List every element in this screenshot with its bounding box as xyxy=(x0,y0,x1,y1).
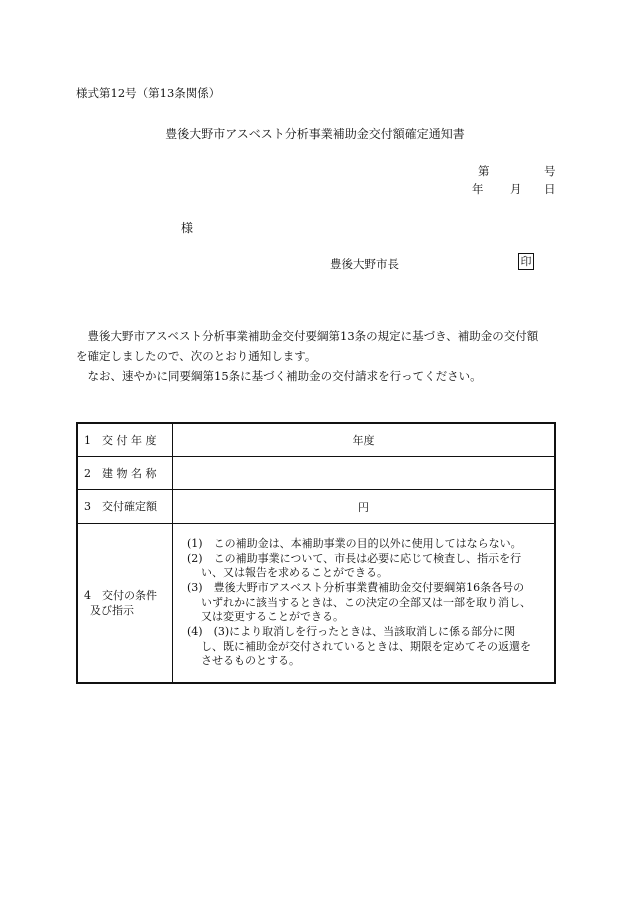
condition-4-line-2: し、既に補助金が交付されているときは、期限を定めてその返還を xyxy=(201,639,531,653)
condition-4-line-1: (4) (3)により取消しを行ったときは、当該取消しに係る部分に関 xyxy=(187,625,516,639)
row-label-building-name: 2 建 物 名 称 xyxy=(77,457,173,490)
date-day: 日 xyxy=(544,182,556,196)
table-row xyxy=(77,457,555,490)
condition-1-line-1: (1) この補助金は、本補助事業の目的以外に使用してはならない。 xyxy=(187,536,522,550)
condition-3-line-1: (3) 豊後大野市アスベスト分析事業費補助金交付要綱第16条各号の xyxy=(187,580,525,594)
condition-4-line-3: させるものとする。 xyxy=(201,654,300,668)
body-paragraph-2: なお、速やかに同要綱第15条に基づく補助金の交付請求を行ってください。 xyxy=(87,369,482,383)
condition-2-line-1: (2) この補助事業について、市長は必要に応じて検査し、指示を行 xyxy=(187,551,522,565)
row-value-building-name xyxy=(173,457,556,490)
notice-body xyxy=(76,326,562,386)
date-month: 月 xyxy=(510,182,522,196)
table-row xyxy=(77,524,555,684)
condition-item xyxy=(187,581,546,625)
conditions-list xyxy=(173,533,554,673)
condition-item xyxy=(187,537,546,552)
table-row xyxy=(77,423,555,457)
condition-3-line-2: いずれかに該当するときは、この決定の全部又は一部を取り消し、 xyxy=(201,595,531,609)
form-number: 様式第12号（第13条関係） xyxy=(76,86,221,100)
condition-item xyxy=(187,552,546,581)
row-value-fiscal-year: 年度 xyxy=(173,423,556,457)
row-label-confirmed-amount: 3 交付確定額 xyxy=(77,490,173,524)
document-title: 豊後大野市アスベスト分析事業補助金交付額確定通知書 xyxy=(165,127,465,141)
issuer-name: 豊後大野市長 xyxy=(330,257,399,271)
conditions-label-line-1: 4 交付の条件 xyxy=(84,589,157,602)
number-suffix: 号 xyxy=(544,164,556,178)
row-label-conditions xyxy=(77,524,173,684)
conditions-label-line-2: 及び指示 xyxy=(90,604,134,617)
date-year: 年 xyxy=(472,182,484,196)
condition-3-line-3: 又は変更することができる。 xyxy=(201,610,344,624)
row-label-fiscal-year: 1 交 付 年 度 xyxy=(77,423,173,457)
condition-item xyxy=(187,625,546,669)
details-table xyxy=(76,422,556,684)
body-paragraph-1-line-2: を確定しましたので、次のとおり通知します。 xyxy=(76,349,317,363)
seal-mark: 印 xyxy=(518,253,534,270)
table-row xyxy=(77,490,555,524)
condition-2-line-2: い、又は報告を求めることができる。 xyxy=(201,566,388,580)
row-value-conditions xyxy=(173,524,556,684)
row-value-confirmed-amount: 円 xyxy=(173,490,556,524)
body-paragraph-1-line-1: 豊後大野市アスベスト分析事業補助金交付要綱第13条の規定に基づき、補助金の交付額 xyxy=(87,329,539,343)
number-prefix: 第 xyxy=(478,164,490,178)
addressee-suffix: 様 xyxy=(181,221,194,235)
